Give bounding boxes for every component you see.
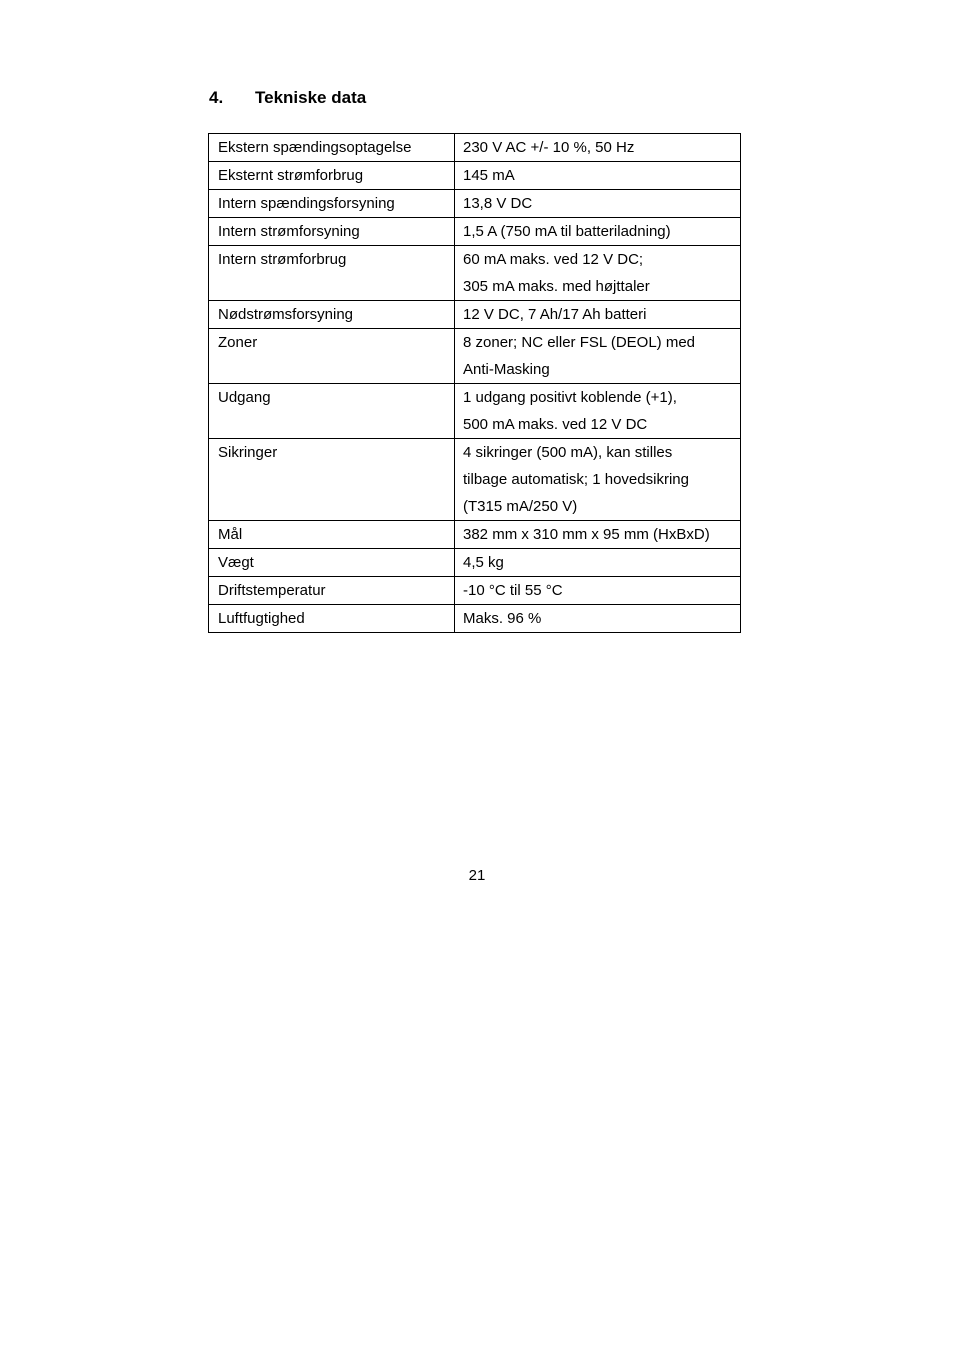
spec-table-body [209,134,741,633]
spec-label: Zoner [209,329,455,384]
spec-value [455,384,741,439]
spec-label: Driftstemperatur [209,577,455,605]
spec-value-line: 12 V DC, 7 Ah/17 Ah batteri [463,306,647,323]
section-number: 4. [209,88,224,107]
spec-value-line: 145 mA [463,167,515,184]
spec-value-line: -10 °C til 55 °C [463,582,563,599]
spec-value-line: tilbage automatisk; 1 hovedsikring [463,471,689,488]
table-row [209,549,741,577]
spec-label: Udgang [209,384,455,439]
spec-value [455,246,741,301]
spec-label: Eksternt strømforbrug [209,162,455,190]
section-heading [209,88,366,108]
spec-value-line: 4 sikringer (500 mA), kan stilles [463,444,673,461]
spec-value [455,549,741,577]
spec-value-line: 1,5 A (750 mA til batteriladning) [463,223,671,240]
table-row [209,162,741,190]
spec-value [455,329,741,384]
spec-value-line: 13,8 V DC [463,195,533,212]
spec-value [455,218,741,246]
table-row [209,301,741,329]
spec-label: Sikringer [209,439,455,521]
spec-label: Luftfugtighed [209,605,455,633]
table-row [209,246,741,301]
spec-value-line: (T315 mA/250 V) [463,498,578,515]
table-row [209,134,741,162]
spec-value-line: 382 mm x 310 mm x 95 mm (HxBxD) [463,526,710,543]
spec-value [455,439,741,521]
spec-table [208,133,741,633]
spec-value-line: 305 mA maks. med højttaler [463,278,650,295]
spec-label: Intern strømforsyning [209,218,455,246]
spec-value-line: Anti-Masking [463,361,550,378]
spec-value-line: 60 mA maks. ved 12 V DC; [463,251,644,268]
spec-value [455,190,741,218]
section-title: Tekniske data [255,88,367,107]
table-row [209,218,741,246]
table-row [209,439,741,521]
spec-value-line: Maks. 96 % [463,610,542,627]
table-row [209,190,741,218]
spec-label: Vægt [209,549,455,577]
spec-value-line: 1 udgang positivt koblende (+1), [463,389,677,406]
spec-label: Ekstern spændingsoptagelse [209,134,455,162]
spec-value [455,301,741,329]
page-number: 21 [468,867,486,884]
table-row [209,384,741,439]
spec-label: Intern spændingsforsyning [209,190,455,218]
table-row [209,605,741,633]
spec-label: Intern strømforbrug [209,246,455,301]
spec-value [455,162,741,190]
spec-value [455,521,741,549]
spec-value-line: 500 mA maks. ved 12 V DC [463,416,648,433]
spec-label: Nødstrømsforsyning [209,301,455,329]
spec-label: Mål [209,521,455,549]
table-row [209,521,741,549]
spec-value [455,134,741,162]
spec-value-line: 4,5 kg [463,554,504,571]
spec-value [455,577,741,605]
spec-value [455,605,741,633]
table-row [209,577,741,605]
spec-value-line: 230 V AC +/- 10 %, 50 Hz [463,139,635,156]
spec-value-line: 8 zoner; NC eller FSL (DEOL) med [463,334,696,351]
table-row [209,329,741,384]
